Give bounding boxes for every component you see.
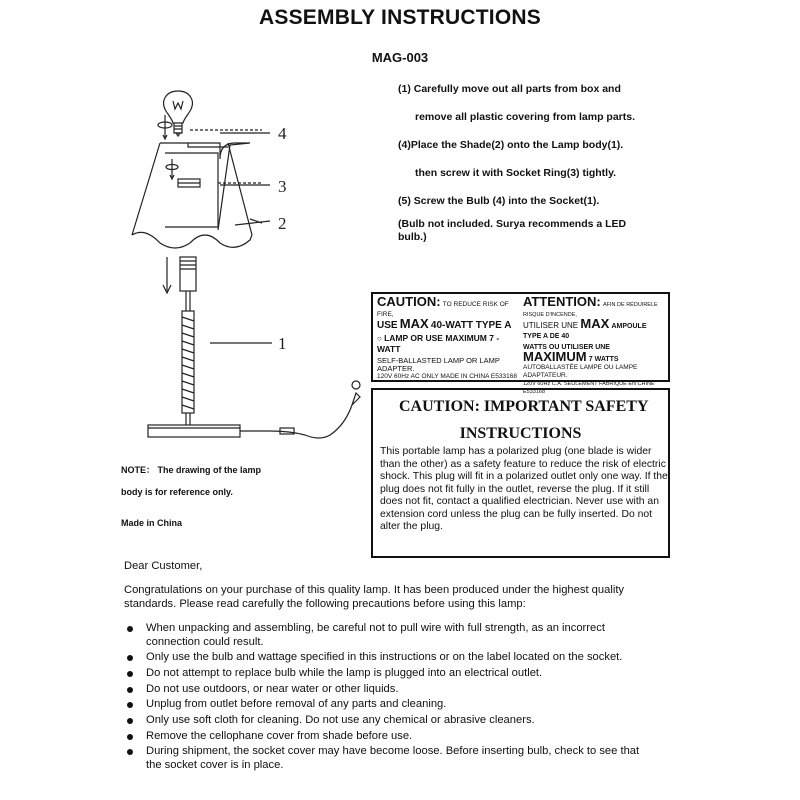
label-text: LAMP OR USE MAXIMUM 7 -WATT xyxy=(377,333,500,354)
lamp-exploded-drawing xyxy=(120,85,380,455)
model-number: MAG-003 xyxy=(371,50,429,65)
letter-greeting: Dear Customer, xyxy=(124,560,203,572)
list-item-text: Only use the bulb and wattage specified in this instructions or on the label located on the socket. xyxy=(146,651,623,664)
list-item xyxy=(124,683,654,697)
power-cord xyxy=(240,381,360,438)
lamp-shade xyxy=(132,143,252,248)
list-item xyxy=(124,714,654,728)
step-line: (4)Place the Shade(2) onto the Lamp body(1). xyxy=(398,139,624,151)
drawing-note: NOTE： The drawing of the lamp xyxy=(121,465,262,475)
caution-title: INSTRUCTIONS xyxy=(459,425,582,442)
label-text: 7 WATTS xyxy=(588,356,619,363)
bulb-icon: ○ xyxy=(377,334,382,343)
bullet-icon xyxy=(127,749,133,755)
label-text: UTILISER UNE xyxy=(523,321,579,330)
step-line: (5) Screw the Bulb (4) into the Socket(1). xyxy=(398,195,600,207)
label-caution: ATTENTION: xyxy=(523,294,601,309)
label-text: 120V 60Hz C.A. SEULEMENT FABRIQUÉ EN CHINE E533168 xyxy=(523,381,655,395)
label-text: SELF-BALLASTED LAMP OR LAMP ADAPTER. xyxy=(377,356,500,373)
list-item-text: Remove the cellophane cover from shade before use. xyxy=(146,729,413,742)
letter-intro: Congratulations on your purchase of this quality lamp. It has been produced under the highest quality standards. Please read carefully the following precautions before using this lamp: xyxy=(124,584,625,610)
caution-title: CAUTION: IMPORTANT SAFETY xyxy=(399,398,649,415)
callout-number: 1 xyxy=(278,334,287,353)
label-caution: CAUTION: xyxy=(377,294,441,309)
arrow-down-icon xyxy=(163,257,171,293)
socket-ring xyxy=(178,179,200,187)
label-text: AUTOBALLASTÉE LAMPE OU LAMPE ADAPTATEUR. xyxy=(523,364,638,379)
list-item xyxy=(124,667,654,681)
list-item xyxy=(124,698,654,712)
safety-caution-box xyxy=(371,388,670,558)
label-text: 40-WATT TYPE A xyxy=(430,320,512,331)
lamp-body xyxy=(148,257,240,437)
bullet-icon xyxy=(127,655,133,661)
label-text: MAX xyxy=(580,316,610,331)
bullet-icon xyxy=(127,718,133,724)
step-line: remove all plastic covering from lamp parts. xyxy=(415,111,635,123)
rating-label xyxy=(371,292,670,395)
label-text: MAX xyxy=(399,316,429,331)
label-text: AFIN DE RÉDUIRELE RISQUE D'INCENDE, xyxy=(523,302,658,318)
bullet-icon xyxy=(127,626,133,632)
label-text: WATTS OU UTILISER UNE xyxy=(523,344,610,351)
list-item-text: Only use soft cloth for cleaning. Do not use any chemical or abrasive cleaners. xyxy=(146,713,535,726)
label-text: MAXIMUM xyxy=(523,349,587,364)
list-item-text: Do not attempt to replace bulb while the lamp is plugged into an electrical outlet. xyxy=(146,666,543,679)
list-item-text: Unplug from outlet before removal of any parts and cleaning. xyxy=(146,698,447,711)
bulb-icon xyxy=(164,91,193,136)
bullet-icon xyxy=(127,687,133,693)
list-item-text: Do not use outdoors, or near water or other liquids. xyxy=(146,682,399,695)
callout-number: 2 xyxy=(278,214,287,233)
step-line: then screw it with Socket Ring(3) tightly. xyxy=(415,167,617,179)
step-line: (1) Carefully move out all parts from box and xyxy=(398,83,621,95)
rotate-arrow-icon xyxy=(158,115,172,139)
list-item xyxy=(124,651,654,665)
callout-number: 3 xyxy=(278,177,287,196)
list-item xyxy=(124,730,654,744)
label-text: TO REDUCE RISK OF FIRE, xyxy=(377,301,509,318)
list-item xyxy=(124,745,654,772)
label-text: AMPOULE TYPE A DE 40 xyxy=(523,323,647,340)
bullet-icon xyxy=(127,702,133,708)
made-in-label: Made in China xyxy=(121,518,183,528)
precautions-list xyxy=(124,622,654,775)
step-line: (Bulb not included. Surya recommends a LED bulb.) xyxy=(398,218,627,243)
list-item-text: When unpacking and assembling, be careful not to pull wire with full strength, as an incorrect connection could result. xyxy=(146,622,605,648)
page-title: ASSEMBLY INSTRUCTIONS xyxy=(259,6,541,29)
label-text: 120V 60Hz AC ONLY MADE IN CHINA E533168 xyxy=(377,373,517,380)
drawing-note: body is for reference only. xyxy=(121,487,233,497)
list-item-text: During shipment, the socket cover may have become loose. Before inserting bulb, check to see that the socket cover is in place. xyxy=(146,745,640,771)
list-item xyxy=(124,622,654,649)
label-french xyxy=(523,294,666,396)
bullet-icon xyxy=(127,671,133,677)
label-english xyxy=(377,294,520,381)
label-text: USE xyxy=(377,320,398,331)
caution-body: This portable lamp has a polarized plug (one blade is wider than the other) as a safety feature to reduce the risk of electric shock. This plug will fit in a polarized outlet only one way. If the plug does not fit fully in the outlet, reverse the plug. If it still does not fit, contact a qualified electrician. Never use with an extension cord unless the plug can be fully inserted. Do not alter the plug. xyxy=(380,446,668,532)
bullet-icon xyxy=(127,734,133,740)
callout-number: 4 xyxy=(278,124,287,143)
rotate-arrow-icon xyxy=(166,159,178,179)
